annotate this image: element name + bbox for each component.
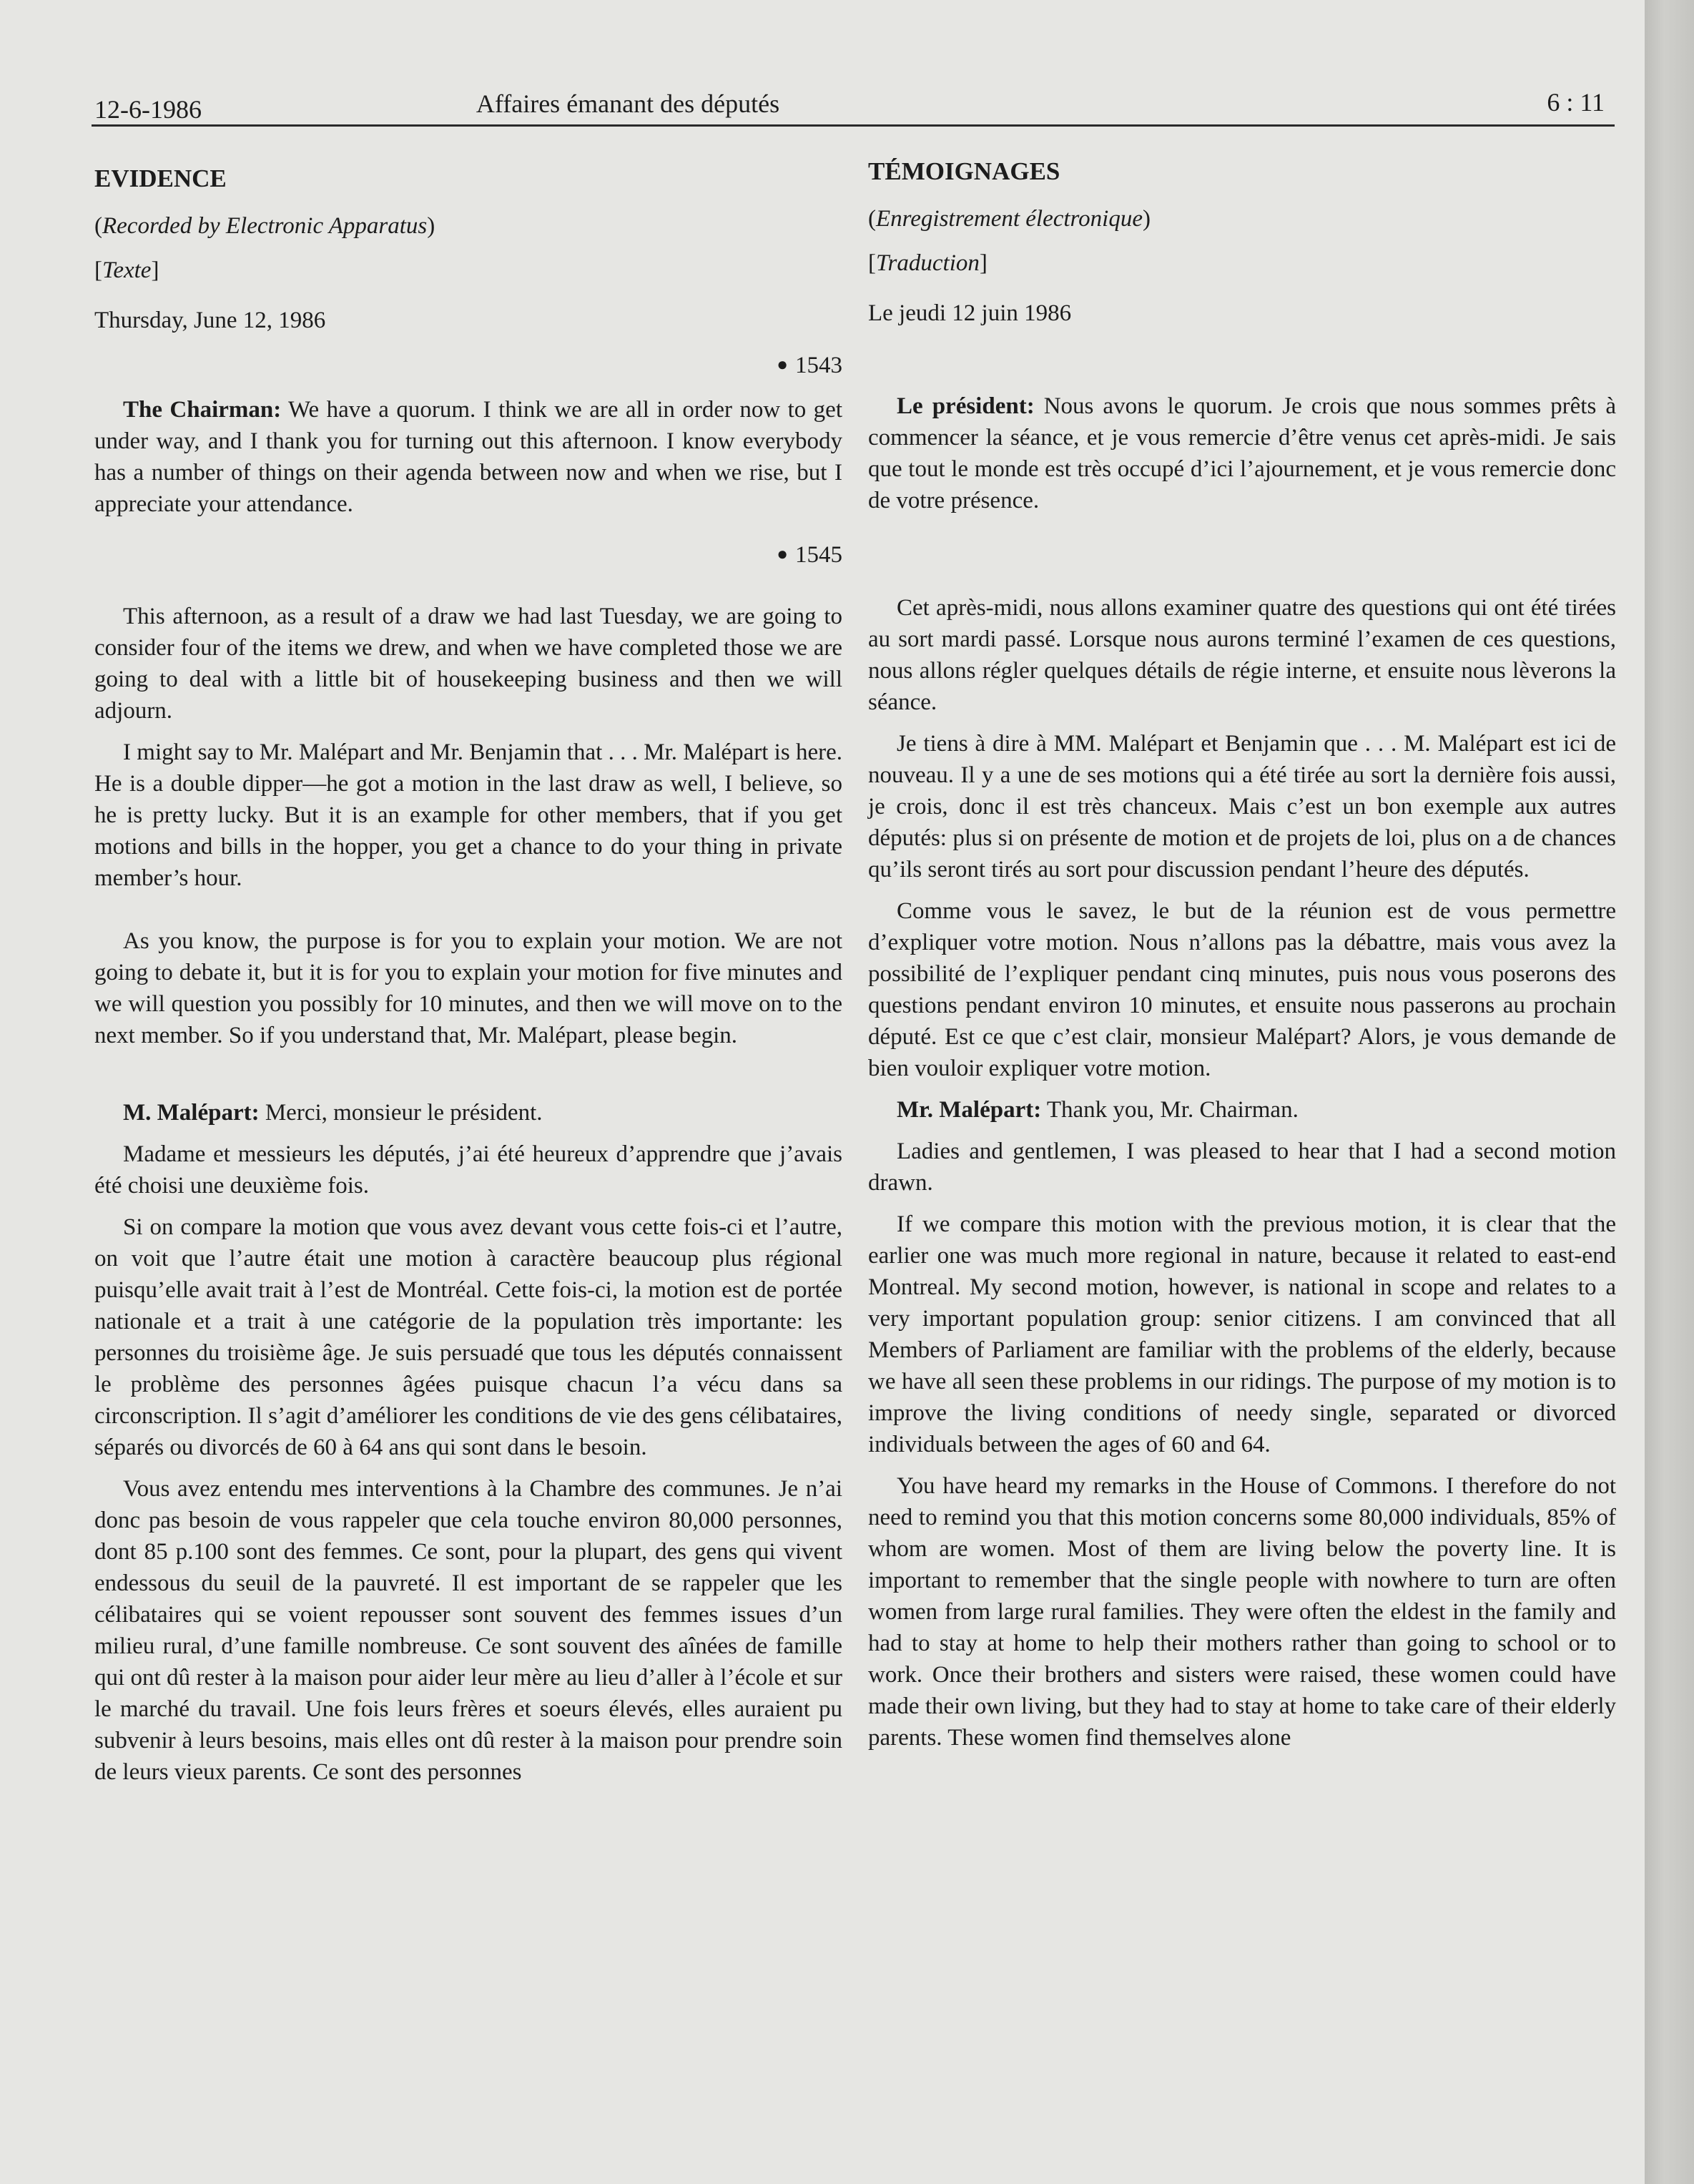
- language-tag: [Texte]: [94, 257, 159, 283]
- bullet-icon: ●: [777, 543, 788, 564]
- paragraph: The Chairman: We have a quorum. I think we are all in order now to get under way, and I thank you for turning out this afternoon. I know everybody has a number of things on their agenda between now and when we rise, but I appreciate your attendance.: [94, 397, 842, 517]
- paragraph: Le président: Nous avons le quorum. Je crois que nous sommes prêts à commencer la séance, et je vous remercie d’être venus cet après-midi. Je sais que tout le monde est très occupé d’ici l’ajournement, et je vous remercie donc de votre présence.: [868, 393, 1616, 513]
- speaker-name: The Chairman:: [123, 397, 282, 423]
- speaker-name: Mr. Malépart:: [897, 1097, 1042, 1123]
- session-date: Thursday, June 12, 1986: [94, 308, 326, 333]
- paragraph: As you know, the purpose is for you to explain your motion. We are not going to debate it, but it is for you to explain your motion for five minutes and we will question you possibly for 10 minutes, and then we will move on to the next member. So if you understand that, Mr. Malépart, please begin.: [94, 928, 842, 1048]
- time-marker: ● 1543: [777, 353, 842, 378]
- section-heading: EVIDENCE: [94, 164, 227, 192]
- paragraph: Ladies and gentlemen, I was pleased to hear that I had a second motion drawn.: [868, 1138, 1616, 1196]
- session-date: Le jeudi 12 juin 1986: [868, 300, 1072, 326]
- paragraph: Mr. Malépart: Thank you, Mr. Chairman.: [897, 1097, 1299, 1123]
- paragraph: Cet après-midi, nous allons examiner quatre des questions qui ont été tirées au sort mardi passé. Lorsque nous aurons terminé l’examen de ces questions, nous allons régler quelques détails de régie interne, et ensuite nous lèverons la séance.: [868, 595, 1616, 715]
- section-subheading: (Enregistrement électronique): [868, 206, 1151, 232]
- french-column: [868, 156, 1616, 1764]
- paragraph: If we compare this motion with the previous motion, it is clear that the earlier one was much more regional in nature, because it related to east-end Montreal. My second motion, however, is national in scope and relates to a very important population group: senior citizens. I am convinced that all Members of Parliament are familiar with the problems of the elderly, because we have all seen these problems in our ridings. The purpose of my motion is to improve the living conditions of needy single, separated or divorced individuals between the ages of 60 and 64.: [868, 1211, 1616, 1457]
- paragraph: Si on compare la motion que vous avez devant vous cette fois-ci et l’autre, on voit que l’autre était une motion à caractère beaucoup plus régional puisqu’elle avait trait à l’est de Montréal. Cette fois-ci, la motion est de portée nationale et a trait à une catégorie de la population très importante: les personnes du troisième âge. Je suis persuadé que tous les députés connaissent le problème des personnes âgées puisque chacun l’a vécu dans sa circonscription. Il s’agit d’améliorer les conditions de vie des gens célibataires, séparés ou divorcés de 60 à 64 ans qui sont dans le besoin.: [94, 1214, 842, 1460]
- paragraph: Comme vous le savez, le but de la réunion est de vous permettre d’expliquer votre motion. Nous n’allons pas la débattre, mais vous avez la possibilité de l’expliquer pendant cinq minutes, puis nous vous poserons des questions pendant environ 10 minutes, et ensuite nous passerons au prochain député. Est ce que c’est clair, monsieur Malépart? Alors, je vous demande de bien vouloir expliquer votre motion.: [868, 898, 1616, 1081]
- paragraph: M. Malépart: Merci, monsieur le président.: [123, 1100, 543, 1126]
- page-number: 6 : 11: [1547, 88, 1605, 117]
- paragraph: You have heard my remarks in the House of Commons. I therefore do not need to remind you that this motion concerns some 80,000 individuals, 85% of whom are women. Most of them are living below the poverty line. It is important to remember that the single people with nowhere to turn are often women from large rural families. They were often the eldest in the family and had to stay at home to help their mothers rather than going to school or to work. Once their brothers and sisters were raised, these women could have made their own living, but they had to stay at home to take care of their elderly parents. These women find themselves alone: [868, 1473, 1616, 1751]
- section-subheading: (Recorded by Electronic Apparatus): [94, 213, 435, 239]
- header-title: Affaires émanant des députés: [476, 89, 780, 118]
- speaker-name: Le président:: [897, 393, 1035, 419]
- paragraph: I might say to Mr. Malépart and Mr. Benjamin that . . . Mr. Malépart is here. He is a double dipper—he got a motion in the last draw as well, I believe, so he is pretty lucky. But it is an example for other members, that if you get motions and bills in the hopper, you get a chance to do your thing in private member’s hour.: [94, 739, 842, 891]
- section-heading: TÉMOIGNAGES: [868, 157, 1060, 185]
- speaker-name: M. Malépart:: [123, 1100, 260, 1126]
- language-tag: [Traduction]: [868, 250, 988, 276]
- paragraph: Je tiens à dire à MM. Malépart et Benjamin que . . . M. Malépart est ici de nouveau. Il y a une de ses motions qui a été tirée au sort la dernière fois aussi, je crois, donc il est très chanceux. Mais c’est un bon exemple aux autres députés: plus si on présente de motion et de projets de loi, plus on a de chances qu’ils seront tirés au sort pour discussion pendant l’heure des députés.: [868, 731, 1616, 882]
- paragraph: This afternoon, as a result of a draw we had last Tuesday, we are going to consider four of the items we drew, and when we have completed those we are going to deal with a little bit of housekeeping business and then we will adjourn.: [94, 604, 842, 724]
- english-column: [94, 163, 842, 1798]
- page-edge: [1645, 0, 1694, 2184]
- time-marker: ● 1545: [777, 542, 842, 568]
- bullet-icon: ●: [777, 354, 788, 375]
- paragraph: Madame et messieurs les députés, j’ai été heureux d’apprendre que j’avais été choisi une deuxième fois.: [94, 1141, 842, 1199]
- paragraph: Vous avez entendu mes interventions à la Chambre des communes. Je n’ai donc pas besoin de vous rappeler que cela touche environ 80,000 personnes, dont 85 p.100 sont des femmes. Ce sont, pour la plupart, des gens qui vivent endessous du seuil de la pauvreté. Il est important de se rappeler que les célibataires qui se voient repousser sont souvent des femmes issues d’un milieu rural, d’une famille nombreuse. Ce sont souvent des aînées de famille qui ont dû rester à la maison pour aider leur mère au lieu d’aller à l’école et sur le marché du travail. Une fois leurs frères et soeurs élevés, elles auraient pu subvenir à leurs besoins, mais elles ont dû rester à la maison pour prendre soin de leurs vieux parents. Ce sont des personnes: [94, 1476, 842, 1785]
- page-header: [92, 87, 1615, 127]
- header-date: 12-6-1986: [94, 95, 202, 124]
